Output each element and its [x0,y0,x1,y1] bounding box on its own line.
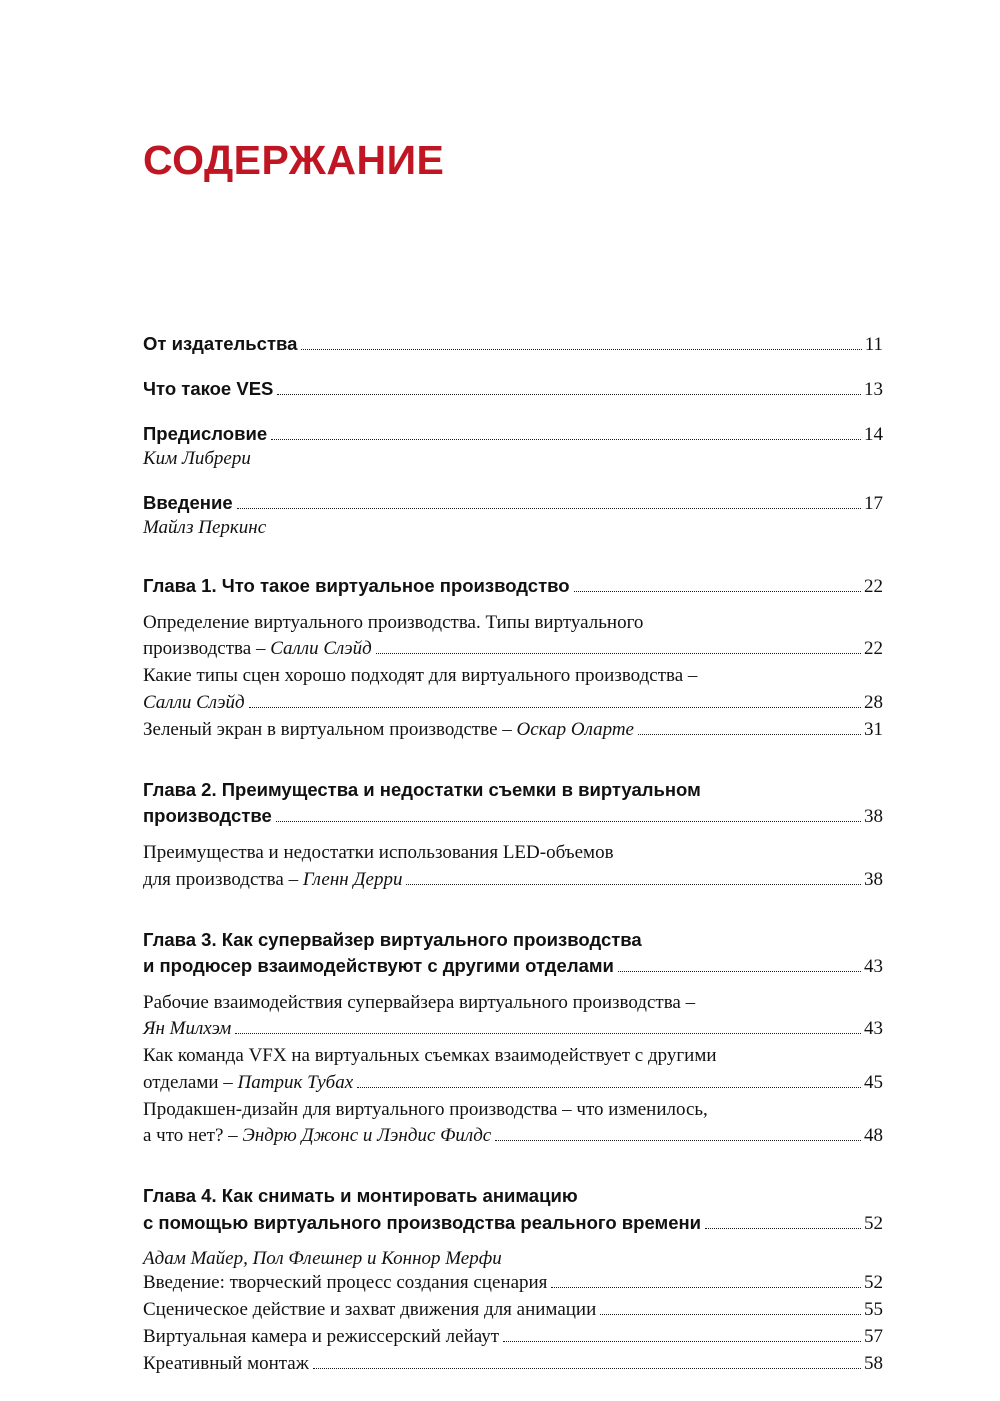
page-title: СОДЕРЖАНИЕ [143,137,445,183]
leader-dots [574,591,861,592]
chapter-heading[interactable] [143,777,883,831]
subentry-author: Оскар Оларте [516,718,634,740]
chapter-title-line-1: Глава 4. Как снимать и монтировать анимацию [143,1185,578,1207]
subentry-author: Салли Слэйд [270,638,372,660]
leader-dots [600,1314,861,1315]
toc-subentry[interactable] [143,610,883,662]
chapter-title: Глава 1. Что такое виртуальное производство [143,575,570,596]
toc-entry-label: Введение [143,492,233,513]
leader-dots [271,439,861,440]
subentry-page: 45 [864,1071,883,1093]
toc-entry-introduction[interactable] [143,492,883,539]
subentry-line-2: а что нет? – [143,1125,243,1147]
leader-dots [357,1087,861,1088]
leader-dots [406,884,861,885]
chapter-title-line-2: производстве [143,805,272,827]
subentry-line-1: Рабочие взаимодействия супервайзера виртуального производства – [143,991,696,1013]
chapter-page: 52 [864,1212,883,1234]
toc-front-matter-2 [143,378,883,401]
toc-front-matter [143,333,883,356]
subentry-page: 58 [864,1353,883,1375]
leader-dots [495,1140,861,1141]
chapter-title-line-2: с помощью виртуального производства реального времени [143,1211,702,1233]
leader-dots [313,1368,861,1369]
subentry-line-1: Преимущества и недостатки использования LED-объемов [143,842,614,864]
toc-entry-page: 14 [864,424,883,445]
subentry-line-1: Какие типы сцен хорошо подходят для виртуального производства – [143,665,698,687]
toc-front-matter-3 [143,423,883,470]
chapter-page: 43 [864,956,883,977]
subentry-line-2: производства – [143,638,271,660]
toc-entry-page: 13 [864,379,883,400]
leader-dots [235,1033,861,1034]
toc-chapter-2 [143,777,883,893]
subentry-page: 38 [864,868,883,890]
toc-subentry[interactable] [143,1043,883,1095]
subentry-line-1: Продакшен-дизайн для виртуального производства – что изменилось, [143,1098,708,1120]
subentry-page: 43 [864,1018,883,1040]
toc-entry-label: От издательства [143,333,298,354]
chapter-title-line-1: Глава 2. Преимущества и недостатки съемки в виртуальном [143,779,701,801]
toc-entry-label: Что такое VES [143,378,274,399]
leader-dots [277,394,861,395]
leader-dots [276,821,861,822]
subentry-author: Патрик Тубах [237,1071,354,1093]
subentry-page: 28 [864,691,883,713]
chapter-heading[interactable] [143,573,883,601]
toc-entry-publisher[interactable] [143,333,883,356]
toc-subentry[interactable] [143,717,883,743]
chapter-heading[interactable] [143,1183,883,1237]
leader-dots [551,1287,861,1288]
chapter-title-line-2: и продюсер взаимодействуют с другими отделами [143,955,614,976]
subentry-line-1: Зеленый экран в виртуальном производстве – [143,718,517,740]
toc-subentry[interactable] [143,1351,883,1377]
leader-dots [237,508,861,509]
toc-subentry[interactable] [143,840,883,892]
leader-dots [705,1228,861,1229]
subentry-page: 55 [864,1298,883,1320]
toc-subentry[interactable] [143,1297,883,1323]
leader-dots [376,653,861,654]
toc-subentry[interactable] [143,990,883,1042]
leader-dots [618,971,861,972]
toc-entry-page: 17 [864,493,883,514]
subentry-page: 52 [864,1271,883,1293]
toc-entries [143,333,883,1377]
subentry-line-1: Как команда VFX на виртуальных съемках взаимодействует с другими [143,1045,717,1067]
toc-subentry[interactable] [143,1270,883,1296]
subentry-author: Ян Милхэм [143,1018,232,1040]
subentry-page: 22 [864,638,883,660]
subentry-author: Гленн Дерри [302,868,403,890]
toc-entry-label: Предисловие [143,423,268,444]
subentry-line-1: Креативный монтаж [143,1353,309,1375]
subentry-line-2: отделами – [143,1071,238,1093]
subentry-page: 57 [864,1325,883,1347]
subentry-line-1: Виртуальная камера и режиссерский лейаут [143,1325,500,1347]
chapter-title-line-1: Глава 3. Как супервайзер виртуального производства [143,928,642,950]
toc-chapter-4 [143,1183,883,1377]
chapter-page: 38 [864,806,883,828]
toc-entry-page: 11 [864,334,883,355]
toc-entry-what-is-ves[interactable] [143,378,883,401]
leader-dots [301,349,861,350]
chapter-authors: Адам Майер, Пол Флешнер и Коннор Мерфи [143,1247,502,1269]
subentry-author: Салли Слэйд [143,691,245,713]
toc-entry-foreword[interactable] [143,423,883,470]
subentry-line-2: для производства – [143,868,303,890]
toc-entry-author: Майлз Перкинс [143,517,267,538]
toc-entry-author: Ким Либрери [143,448,251,469]
chapter-heading[interactable] [143,927,883,981]
toc-chapter-1 [143,573,883,743]
toc-subentry[interactable] [143,663,883,715]
leader-dots [638,734,861,735]
leader-dots [503,1341,861,1342]
subentry-line-1: Сценическое действие и захват движения для анимации [143,1298,597,1320]
toc-subentry[interactable] [143,1097,883,1149]
subentry-line-1: Определение виртуального производства. Типы виртуального [143,611,644,633]
subentry-line-1: Введение: творческий процесс создания сценария [143,1271,548,1293]
subentry-author: Эндрю Джонс и Лэндис Филдс [242,1125,492,1147]
toc-subentry[interactable] [143,1324,883,1350]
toc-front-matter-4 [143,492,883,539]
toc-chapter-3 [143,927,883,1150]
subentry-page: 48 [864,1125,883,1147]
leader-dots [249,707,861,708]
chapter-page: 22 [864,576,883,597]
subentry-page: 31 [864,718,883,740]
